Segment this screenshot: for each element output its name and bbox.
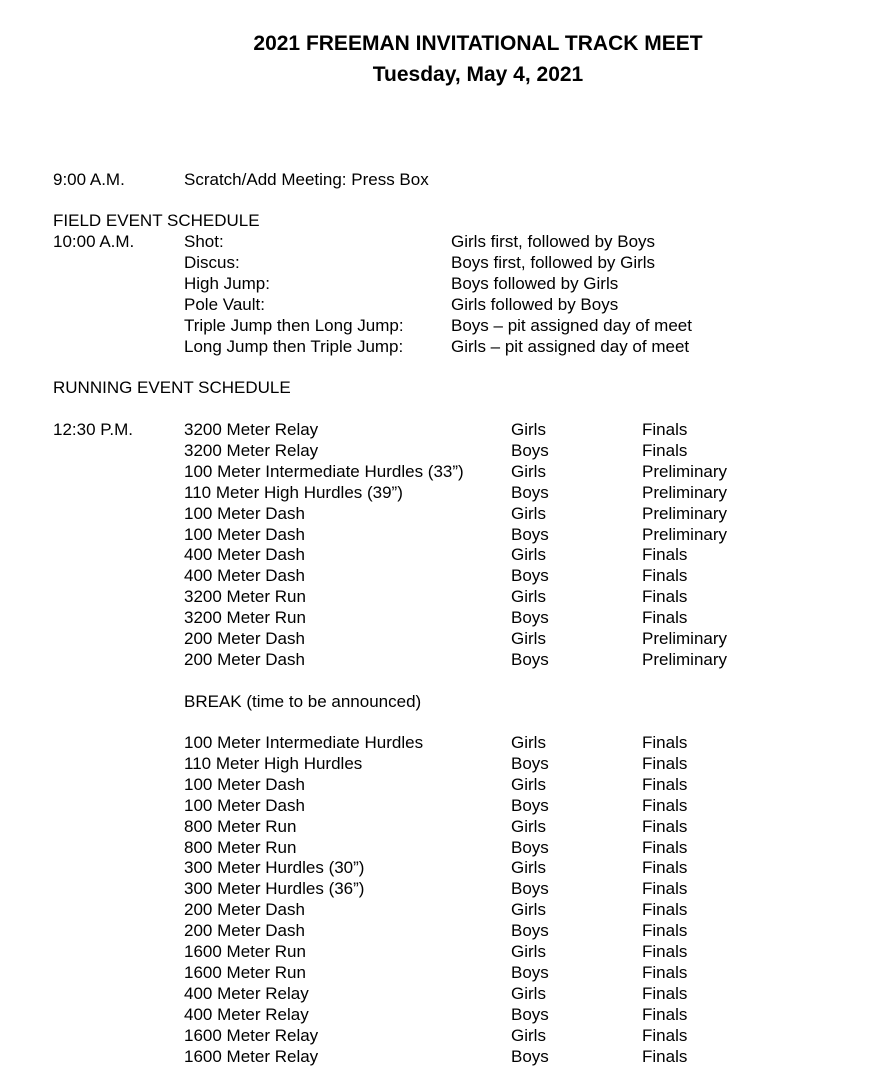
running-event-gender: Girls	[511, 900, 546, 920]
running-event-gender: Boys	[511, 1004, 549, 1024]
running-event-gender: Boys	[511, 649, 549, 669]
running-event-round: Finals	[642, 962, 688, 982]
running-event-name: 200 Meter Dash	[184, 921, 305, 941]
running-event-name: 3200 Meter Run	[184, 587, 306, 607]
running-event-gender: Boys	[511, 1046, 549, 1066]
running-event-gender: Girls	[511, 629, 546, 648]
running-event-round: Finals	[642, 921, 688, 941]
running-event-name: 200 Meter Dash	[184, 629, 305, 648]
running-event-gender: Girls	[511, 858, 546, 878]
running-event-round: Finals	[642, 753, 688, 773]
field-event-name: Pole Vault:	[184, 295, 265, 314]
running-event-round: Finals	[642, 1004, 688, 1024]
running-event-round: Finals	[642, 900, 688, 920]
running-event-gender: Girls	[511, 587, 546, 607]
running-event-round: Finals	[642, 566, 688, 586]
running-event-name: 800 Meter Run	[184, 837, 297, 857]
running-event-round: Finals	[642, 1025, 688, 1045]
running-event-round: Finals	[642, 733, 688, 752]
running-event-gender: Boys	[511, 524, 549, 544]
running-event-gender: Boys	[511, 879, 549, 899]
field-event-order: Girls followed by Boys	[451, 295, 619, 314]
running-event-gender: Boys	[511, 962, 549, 982]
field-event-order: Boys followed by Girls	[451, 274, 619, 293]
running-event-gender: Boys	[511, 608, 549, 628]
running-event-round: Finals	[642, 420, 688, 439]
running-event-round: Finals	[642, 440, 688, 460]
running-event-name: 1600 Meter Run	[184, 942, 306, 961]
running-event-name: 400 Meter Dash	[184, 545, 305, 565]
field-event-order: Girls first, followed by Boys	[451, 232, 656, 251]
running-event-name: 100 Meter Dash	[184, 524, 305, 544]
running-event-round: Preliminary	[642, 524, 728, 544]
running-event-round: Finals	[642, 774, 688, 794]
running-event-gender: Girls	[511, 503, 546, 523]
running-event-name: 100 Meter Intermediate Hurdles	[184, 733, 424, 752]
running-event-round: Finals	[642, 942, 688, 961]
running-event-round: Finals	[642, 795, 688, 815]
running-event-name: 100 Meter Dash	[184, 795, 305, 815]
running-event-round: Preliminary	[642, 503, 728, 523]
running-event-name: 100 Meter Intermediate Hurdles (33”)	[184, 461, 464, 481]
running-event-round: Preliminary	[642, 482, 728, 502]
running-event-gender: Boys	[511, 566, 549, 586]
running-event-round: Preliminary	[642, 649, 728, 669]
running-event-gender: Boys	[511, 795, 549, 815]
running-event-round: Preliminary	[642, 629, 728, 648]
field-event-order: Girls – pit assigned day of meet	[451, 337, 690, 356]
running-event-name: 100 Meter Dash	[184, 503, 305, 523]
running-event-gender: Girls	[511, 983, 546, 1003]
running-event-name: 300 Meter Hurdles (36”)	[184, 879, 365, 899]
meeting-time: 9:00 A.M.	[53, 170, 125, 189]
running-event-name: 200 Meter Dash	[184, 649, 305, 669]
running-event-name: 400 Meter Dash	[184, 566, 305, 586]
running-event-name: 300 Meter Hurdles (30”)	[184, 858, 365, 878]
running-event-round: Finals	[642, 1046, 688, 1066]
running-event-name: 1600 Meter Relay	[184, 1046, 319, 1066]
running-event-gender: Girls	[511, 774, 546, 794]
break-note: BREAK (time to be announced)	[184, 692, 422, 711]
running-event-gender: Girls	[511, 545, 546, 565]
running-event-name: 400 Meter Relay	[184, 1004, 309, 1024]
running-event-round: Finals	[642, 816, 688, 836]
field-event-name: Long Jump then Triple Jump:	[184, 337, 404, 356]
field-schedule-heading: FIELD EVENT SCHEDULE	[53, 211, 260, 230]
document-title: 2021 FREEMAN INVITATIONAL TRACK MEET	[253, 32, 703, 55]
running-event-gender: Boys	[511, 482, 549, 502]
running-event-name: 3200 Meter Relay	[184, 440, 319, 460]
running-event-gender: Boys	[511, 440, 549, 460]
running-event-name: 1600 Meter Relay	[184, 1025, 319, 1045]
running-schedule-heading: RUNNING EVENT SCHEDULE	[53, 378, 291, 397]
meeting-text: Scratch/Add Meeting: Press Box	[184, 170, 429, 189]
running-event-gender: Girls	[511, 942, 546, 961]
running-event-gender: Boys	[511, 921, 549, 941]
running-event-gender: Boys	[511, 837, 549, 857]
field-event-name: Shot:	[184, 232, 224, 251]
running-event-name: 3200 Meter Run	[184, 608, 306, 628]
field-event-order: Boys first, followed by Girls	[451, 253, 656, 272]
running-event-round: Finals	[642, 879, 688, 899]
running-event-round: Preliminary	[642, 461, 728, 481]
field-event-name: Discus:	[184, 253, 240, 272]
running-event-gender: Boys	[511, 753, 549, 773]
field-event-order: Boys – pit assigned day of meet	[451, 316, 692, 335]
running-event-round: Finals	[642, 545, 688, 565]
running-event-round: Finals	[642, 837, 688, 857]
running-event-gender: Girls	[511, 1025, 546, 1045]
field-event-name: High Jump:	[184, 274, 270, 293]
document-date: Tuesday, May 4, 2021	[372, 63, 584, 86]
running-event-round: Finals	[642, 587, 688, 607]
running-event-name: 400 Meter Relay	[184, 983, 309, 1003]
running-event-name: 200 Meter Dash	[184, 900, 305, 920]
running-event-gender: Girls	[511, 733, 546, 752]
running-event-name: 3200 Meter Relay	[184, 420, 319, 439]
running-event-gender: Girls	[511, 420, 546, 439]
field-event-name: Triple Jump then Long Jump:	[184, 316, 404, 335]
running-event-gender: Girls	[511, 816, 546, 836]
running-schedule-time: 12:30 P.M.	[53, 420, 134, 439]
running-event-round: Finals	[642, 608, 688, 628]
running-event-name: 110 Meter High Hurdles	[184, 753, 363, 773]
running-event-name: 1600 Meter Run	[184, 962, 306, 982]
running-event-name: 800 Meter Run	[184, 816, 297, 836]
running-event-round: Finals	[642, 983, 688, 1003]
running-event-name: 110 Meter High Hurdles (39”)	[184, 482, 403, 502]
running-event-name: 100 Meter Dash	[184, 774, 305, 794]
running-event-round: Finals	[642, 858, 688, 878]
running-event-gender: Girls	[511, 461, 546, 481]
field-schedule-time: 10:00 A.M.	[53, 232, 135, 251]
